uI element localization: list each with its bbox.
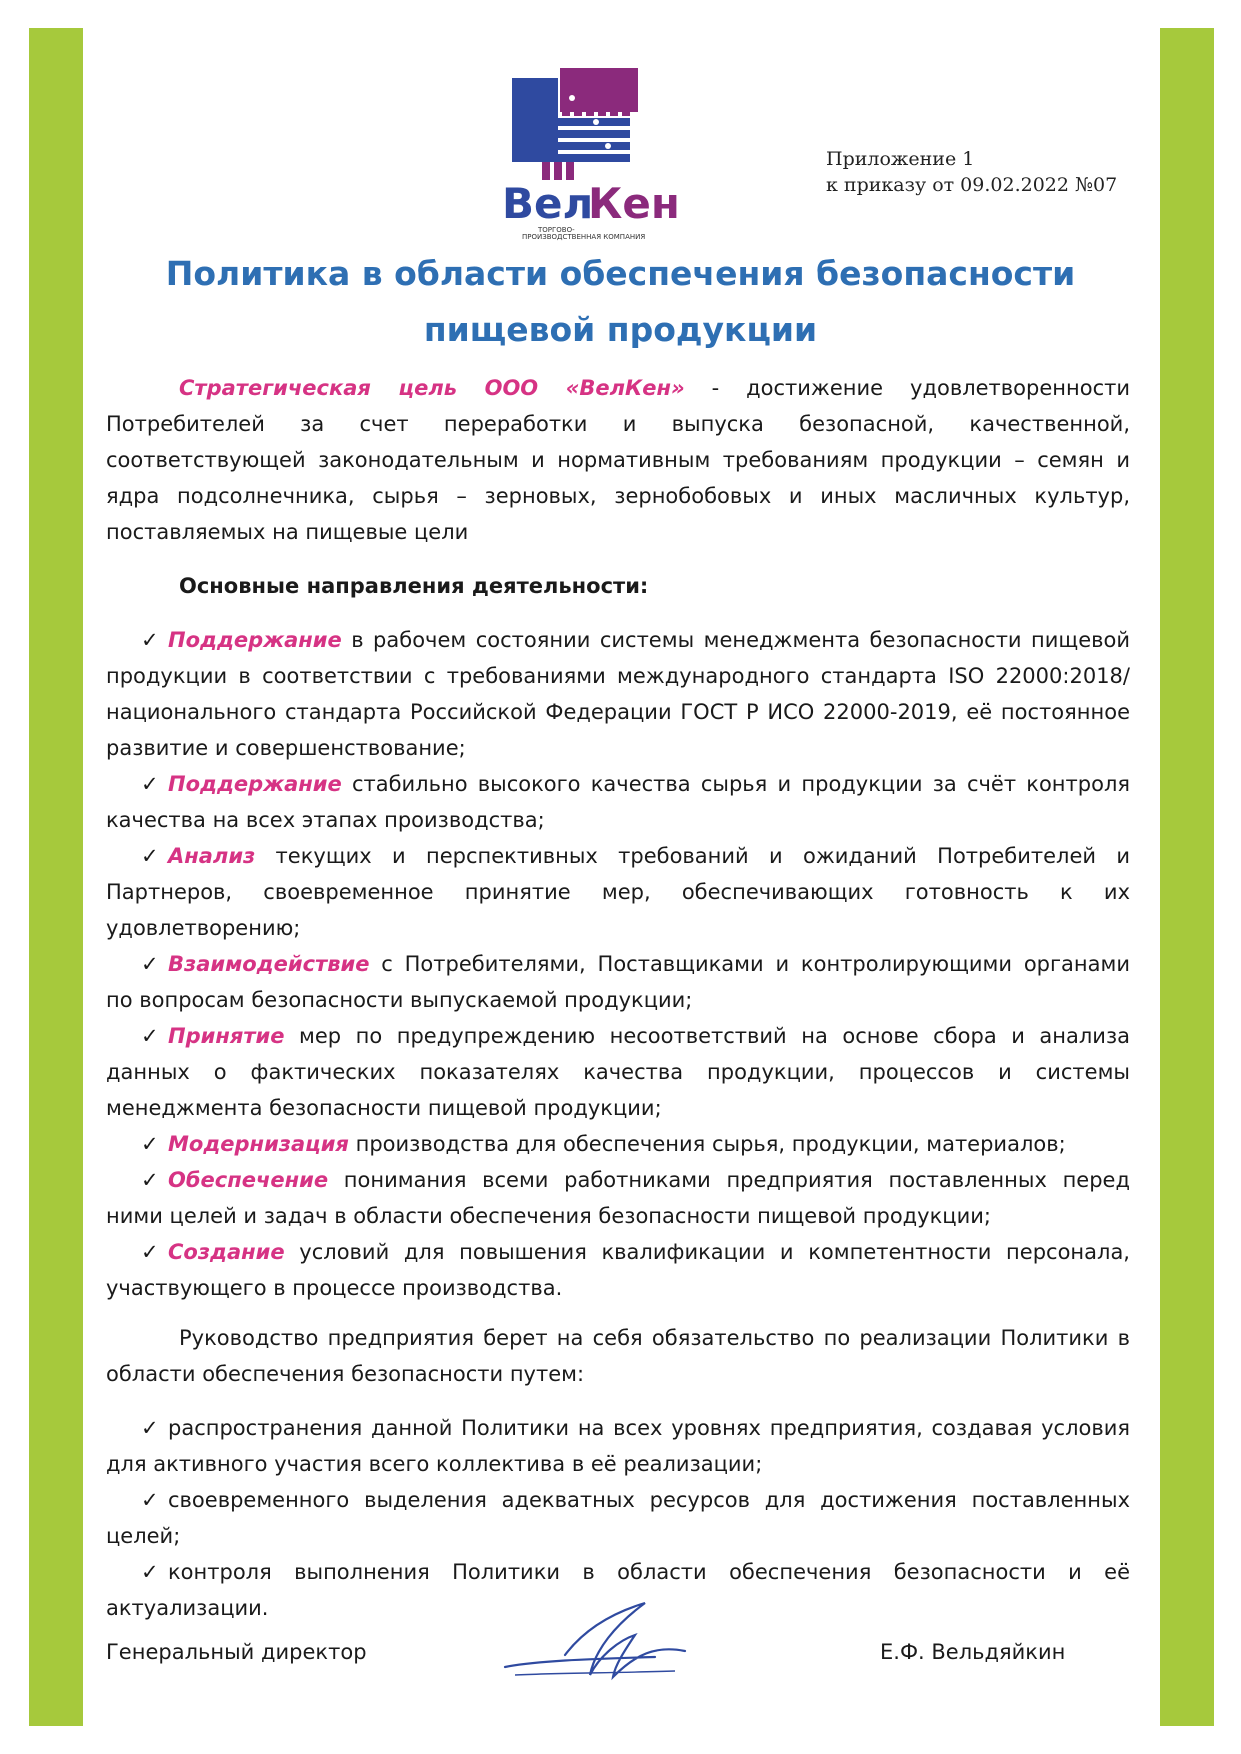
direction-item <box>106 1162 1130 1234</box>
appendix-line-2: к приказу от 09.02.2022 №07 <box>826 174 1118 196</box>
check-icon: ✓ <box>141 1488 159 1512</box>
check-icon: ✓ <box>141 628 159 652</box>
direction-lead: Поддержание <box>168 628 342 652</box>
direction-lead: Принятие <box>168 1024 285 1048</box>
left-green-border <box>29 28 83 1726</box>
title-line-1: Политика в области обеспечения безопасности <box>165 254 1076 293</box>
appendix-note <box>826 146 1117 198</box>
direction-lead: Обеспечение <box>168 1168 329 1192</box>
direction-lead: Поддержание <box>168 772 342 796</box>
check-icon: ✓ <box>141 1168 159 1192</box>
direction-item <box>106 622 1130 766</box>
direction-lead: Взаимодействие <box>168 952 370 976</box>
direction-text: стабильно высокого качества сырья и продукции за счёт контроля качества на всех этапах производства; <box>106 772 1130 832</box>
intro-text: - достижение удовлетворенности Потребителей за счет переработки и выпуска безопасной, качественной, соответствующей законодательным и нормативным требованиям продукции – семян и ядра подсолнечника, сырья – зерновых, зернобобовых и иных масличных культур, поставляемых на пищевые цели <box>106 376 1130 544</box>
right-green-border <box>1160 28 1214 1726</box>
svg-text:Кен: Кен <box>588 179 680 228</box>
signatory-name: Е.Ф. Вельдяйкин <box>880 1640 1066 1664</box>
direction-item <box>106 946 1130 1018</box>
check-icon: ✓ <box>141 952 159 976</box>
title-line-2: пищевой продукции <box>423 310 818 349</box>
intro-lead: Стратегическая цель ООО «ВелКен» <box>179 376 685 400</box>
logo-graphic <box>502 68 712 241</box>
direction-text: с Потребителями, Поставщиками и контролирующими органами по вопросам безопасности выпускаемой продукции; <box>106 952 1130 1012</box>
direction-item <box>106 838 1130 946</box>
directions-list <box>106 622 1130 1306</box>
check-icon: ✓ <box>141 844 159 868</box>
directions-heading: Основные направления деятельности: <box>179 574 649 598</box>
check-icon: ✓ <box>141 1024 159 1048</box>
direction-item <box>106 1126 1130 1162</box>
document-title <box>100 246 1141 358</box>
appendix-line-1: Приложение 1 <box>826 148 975 170</box>
signature-icon <box>495 1595 695 1695</box>
signatory-position: Генеральный директор <box>106 1640 367 1664</box>
direction-text: понимания всеми работниками предприятия поставленных перед ними целей и задач в области обеспечения безопасности пищевой продукции; <box>106 1168 1130 1228</box>
direction-lead: Анализ <box>168 844 256 868</box>
svg-text:ПРОИЗВОДСТВЕННАЯ КОМПАНИЯ: ПРОИЗВОДСТВЕННАЯ КОМПАНИЯ <box>522 233 646 241</box>
commitment-paragraph: Руководство предприятия берет на себя обязательство по реализации Политики в области обеспечения безопасности путем: <box>106 1326 1130 1386</box>
intro-paragraph <box>106 370 1130 550</box>
svg-text:ТОРГОВО-: ТОРГОВО- <box>538 226 575 234</box>
direction-item <box>106 1018 1130 1126</box>
direction-lead: Создание <box>168 1240 285 1264</box>
commitment-list <box>106 1410 1130 1626</box>
commitment-text: своевременного выделения адекватных ресурсов для достижения поставленных целей; <box>106 1488 1130 1548</box>
direction-text: условий для повышения квалификации и компетентности персонала, участвующего в процессе производства. <box>106 1240 1130 1300</box>
direction-item <box>106 1234 1130 1306</box>
check-icon: ✓ <box>141 1560 159 1584</box>
check-icon: ✓ <box>141 1240 159 1264</box>
spacer <box>106 1306 1130 1320</box>
company-logo <box>502 68 712 241</box>
document-body <box>106 370 1130 1626</box>
check-icon: ✓ <box>141 772 159 796</box>
check-icon: ✓ <box>141 1132 159 1156</box>
direction-text: в рабочем состоянии системы менеджмента безопасности пищевой продукции в соответствии с требованиями международного стандарта ISO 22000:2018/национального стандарта Российской Федерации ГОСТ Р ИСО 22000-2019, её постоянное развитие и совершенствование; <box>106 628 1130 760</box>
commitment-text: распространения данной Политики на всех уровнях предприятия, создавая условия для активного участия всего коллектива в её реализации; <box>106 1416 1130 1476</box>
spacer <box>106 1392 1130 1410</box>
direction-lead: Модернизация <box>168 1132 349 1156</box>
direction-text: мер по предупреждению несоответствий на основе сбора и анализа данных о фактических показателях качества продукции, процессов и системы менеджмента безопасности пищевой продукции; <box>106 1024 1130 1120</box>
svg-text:Вел: Вел <box>502 179 594 228</box>
commitment-item <box>106 1410 1130 1482</box>
commitment-item <box>106 1482 1130 1554</box>
direction-text: производства для обеспечения сырья, продукции, материалов; <box>348 1132 1066 1156</box>
direction-text: текущих и перспективных требований и ожиданий Потребителей и Партнеров, своевременное принятие мер, обеспечивающих готовность к их удовлетворению; <box>106 844 1130 940</box>
direction-item <box>106 766 1130 838</box>
check-icon: ✓ <box>141 1416 159 1440</box>
commitment-text: контроля выполнения Политики в области обеспечения безопасности и её актуализации. <box>106 1560 1130 1620</box>
